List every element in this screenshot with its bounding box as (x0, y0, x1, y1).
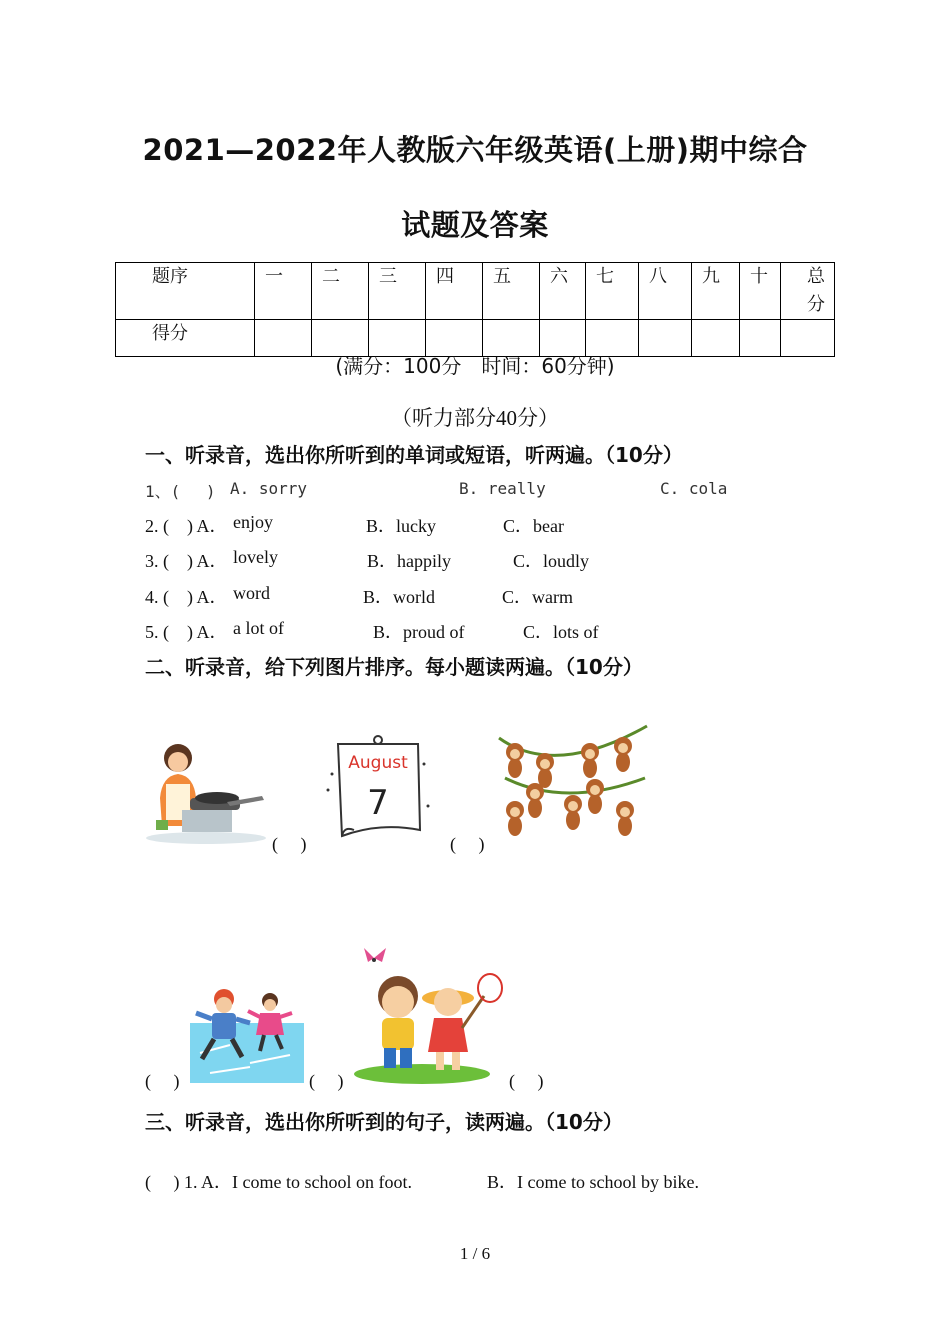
section2-title: 二、听录音，给下列图片排序。每小题读两遍。（10分） (145, 655, 643, 679)
score-header-cell: 四 (426, 263, 483, 320)
children-butterfly-picture (352, 944, 504, 1086)
exam-info: (满分：100分 时间：60分钟) (335, 354, 615, 378)
doc-title-line2: 试题及答案 (401, 208, 549, 242)
s3-q1-option-b: B．I come to school by bike. (487, 1172, 699, 1192)
score-header-cell: 九 (692, 263, 740, 320)
score-header-cell: 总分 (781, 263, 835, 320)
s3-q1-option-a: ( ) 1. A．I come to school on foot. (145, 1172, 412, 1192)
calendar-month: August (348, 753, 408, 773)
skating-picture (190, 983, 304, 1083)
score-header-cell: 八 (639, 263, 692, 320)
q4-option-c: C．warm (502, 587, 573, 607)
score-row-label: 得分 (116, 320, 255, 357)
q1-option-c: C. cola (660, 479, 728, 498)
q5-option-a: a lot of (233, 618, 284, 638)
q1-option-b: B. really (459, 479, 546, 498)
q3-option-a: lovely (233, 547, 278, 567)
answer-paren-1[interactable]: ( ) (272, 834, 307, 854)
doc-title-line1: 2021—2022年人教版六年级英语(上册)期中综合 (142, 133, 808, 167)
score-header-cell: 五 (483, 263, 540, 320)
q5-option-c: C．lots of (523, 622, 599, 642)
score-header-cell: 二 (312, 263, 369, 320)
q5-option-b: B．proud of (373, 622, 465, 642)
cooking-picture (142, 736, 270, 848)
answer-paren-2[interactable]: ( ) (450, 834, 485, 854)
q4-option-a: word (233, 583, 270, 603)
section1-title: 一、听录音，选出你所听到的单词或短语，听两遍。（10分） (145, 443, 683, 467)
q4-number: 4. ( ) A． (145, 587, 228, 607)
q3-number: 3. ( ) A． (145, 551, 228, 571)
score-table-header-row (116, 263, 835, 320)
q1-option-a: A. sorry (230, 479, 308, 498)
q2-option-c: C．bear (503, 516, 564, 536)
q5-number: 5. ( ) A． (145, 622, 228, 642)
answer-paren-5[interactable]: ( ) (509, 1071, 544, 1091)
q2-option-a: enjoy (233, 512, 273, 532)
score-header-cell: 题序 (116, 263, 255, 320)
q1-number: 1、( ) (145, 482, 216, 501)
answer-paren-4[interactable]: ( ) (309, 1071, 344, 1091)
q2-option-b: B．lucky (366, 516, 436, 536)
score-header-cell: 七 (586, 263, 639, 320)
score-header-cell: 六 (540, 263, 586, 320)
calendar-picture (320, 734, 434, 842)
q3-option-b: B．happily (367, 551, 451, 571)
calendar-day: 7 (367, 783, 389, 823)
score-table (115, 262, 835, 357)
answer-paren-3[interactable]: ( ) (145, 1071, 180, 1091)
listening-header: （听力部分40分） (391, 406, 559, 430)
q2-number: 2. ( ) A． (145, 516, 228, 536)
monkeys-picture (495, 718, 651, 844)
q4-option-b: B．world (363, 587, 435, 607)
score-header-cell: 一 (255, 263, 312, 320)
page-number: 1 / 6 (459, 1244, 491, 1263)
score-header-cell: 十 (740, 263, 781, 320)
q3-option-c: C．loudly (513, 551, 590, 571)
section3-title: 三、听录音，选出你所听到的句子，读两遍。（10分） (145, 1110, 623, 1134)
score-header-cell: 三 (369, 263, 426, 320)
